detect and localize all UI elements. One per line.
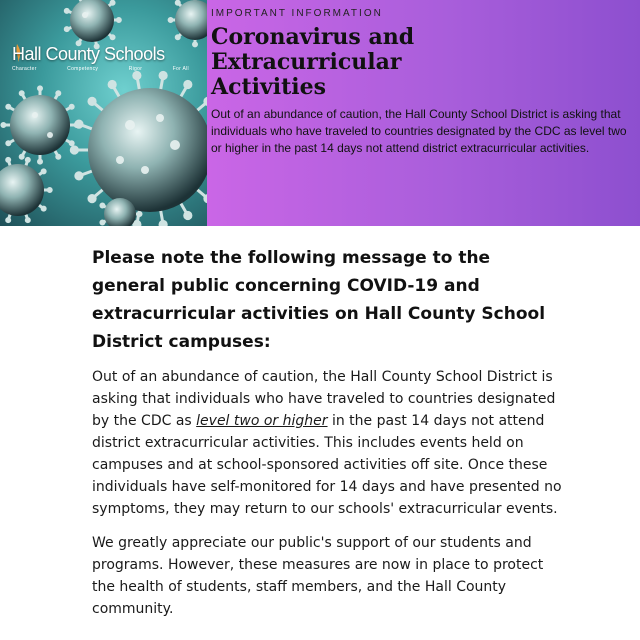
article-heading: Please note the following message to the general public concerning COVID-19 and extracurricular activities on Hall County School District campuses: bbox=[92, 248, 546, 352]
banner-text-panel bbox=[207, 0, 640, 226]
tagline-item: For All bbox=[172, 66, 189, 72]
logo-tagline bbox=[12, 66, 197, 72]
header-banner bbox=[0, 0, 640, 226]
headline-line: Activities bbox=[211, 74, 327, 100]
tagline-item: Character bbox=[12, 66, 37, 72]
tagline-item: Rigor bbox=[128, 66, 143, 72]
banner-body: Out of an abundance of caution, the Hall County School District is asking that individuals who have traveled to countries designated by the CDC as level two or higher in the past 14 days not attend district extracurricular activities. bbox=[211, 107, 627, 155]
paragraph-text: Out of an abundance of caution, the Hall County School District is asking that individuals who have traveled to countries designated by the CDC as bbox=[92, 369, 556, 429]
coronavirus-image bbox=[0, 0, 207, 226]
headline-line: Extracurricular bbox=[211, 49, 402, 75]
article-paragraph: We greatly appreciate our public's support of our students and programs. However, these measures are now in place to protect the health of students, staff members, and the Hall County community. bbox=[92, 535, 544, 617]
article-paragraph bbox=[92, 366, 562, 520]
paragraph-text: in the past 14 days not attend district extracurricular activities. This includes events held on campuses and at school-sponsored activities off site. Once these individuals have self-monitored for 14 days and have presented no symptoms, they may return to our schools' extracurricular events. bbox=[92, 413, 562, 517]
emphasis-text: level two or higher bbox=[196, 413, 328, 429]
banner-kicker: IMPORTANT INFORMATION bbox=[211, 8, 383, 19]
school-logo bbox=[12, 44, 197, 72]
article-body bbox=[92, 244, 562, 632]
headline-line: Coronavirus and bbox=[211, 24, 415, 50]
banner-headline bbox=[211, 25, 634, 100]
virus-particles-icon bbox=[0, 0, 207, 226]
logo-name: Hall County Schools bbox=[12, 44, 165, 64]
tagline-item: Competency bbox=[67, 66, 99, 72]
